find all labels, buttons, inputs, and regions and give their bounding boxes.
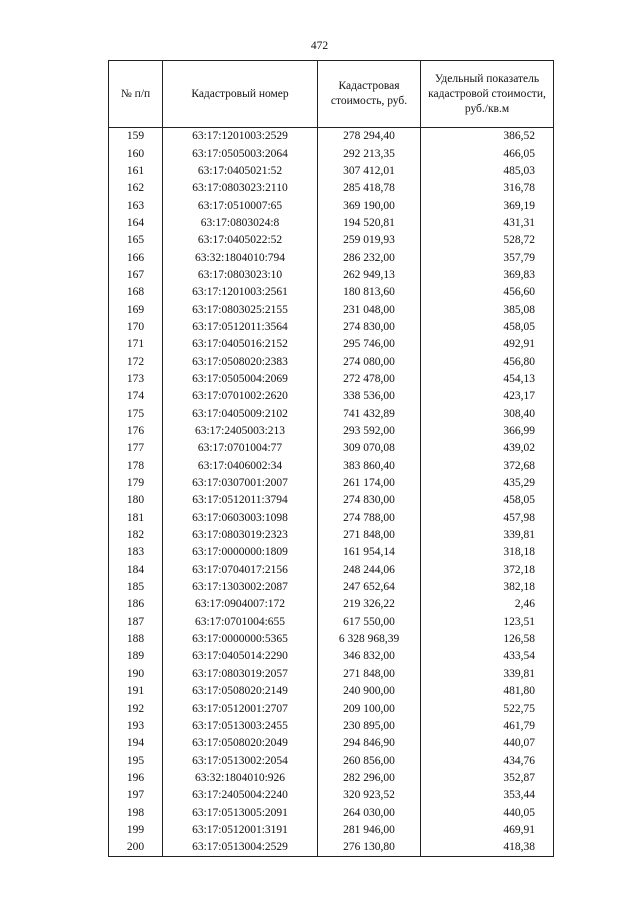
cell-cadastral-value: 309 070,08 [318,440,421,457]
table-row [109,666,554,683]
cell-index: 171 [109,336,163,353]
cell-cadastral-number: 63:17:0405016:2152 [163,336,318,353]
cell-specific-value: 440,05 [421,804,554,821]
cell-index: 176 [109,423,163,440]
cell-cadastral-number: 63:17:0405021:52 [163,163,318,180]
cell-cadastral-value: 286 232,00 [318,249,421,266]
cell-cadastral-number: 63:17:0505003:2064 [163,145,318,162]
cell-index: 194 [109,735,163,752]
cell-cadastral-value: 274 830,00 [318,492,421,509]
cell-specific-value: 339,81 [421,527,554,544]
cell-index: 200 [109,839,163,857]
cell-specific-value: 481,80 [421,683,554,700]
table-row [109,371,554,388]
cell-index: 184 [109,562,163,579]
cell-cadastral-value: 285 418,78 [318,180,421,197]
table-row [109,145,554,162]
cell-cadastral-number: 63:17:0904007:172 [163,596,318,613]
cell-index: 169 [109,301,163,318]
cell-index: 159 [109,128,163,146]
cell-specific-value: 522,75 [421,700,554,717]
table-row [109,648,554,665]
cell-specific-value: 431,31 [421,215,554,232]
cell-cadastral-value: 262 949,13 [318,267,421,284]
table-row [109,718,554,735]
cell-cadastral-number: 63:17:0508020:2383 [163,353,318,370]
cell-specific-value: 352,87 [421,770,554,787]
cell-cadastral-value: 369 190,00 [318,197,421,214]
table-row [109,596,554,613]
cell-cadastral-number: 63:17:0513003:2455 [163,718,318,735]
cell-cadastral-value: 209 100,00 [318,700,421,717]
cell-cadastral-value: 161 954,14 [318,544,421,561]
cell-index: 177 [109,440,163,457]
cell-specific-value: 308,40 [421,406,554,423]
cell-specific-value: 369,19 [421,197,554,214]
cell-index: 174 [109,388,163,405]
cell-cadastral-value: 274 788,00 [318,510,421,527]
cell-cadastral-number: 63:17:0803024:8 [163,215,318,232]
cell-cadastral-number: 63:17:2405003:213 [163,423,318,440]
cell-specific-value: 466,05 [421,145,554,162]
cell-index: 160 [109,145,163,162]
cell-cadastral-value: 383 860,40 [318,458,421,475]
table-row [109,683,554,700]
table-row [109,163,554,180]
cell-index: 165 [109,232,163,249]
cell-cadastral-value: 338 536,00 [318,388,421,405]
cell-cadastral-number: 63:17:0803025:2155 [163,301,318,318]
cell-specific-value: 456,60 [421,284,554,301]
cell-cadastral-number: 63:17:1303002:2087 [163,579,318,596]
cell-cadastral-number: 63:17:0405009:2102 [163,406,318,423]
table-row [109,353,554,370]
cell-cadastral-number: 63:17:0803023:10 [163,267,318,284]
cell-cadastral-value: 230 895,00 [318,718,421,735]
cell-index: 189 [109,648,163,665]
table-row [109,700,554,717]
cell-cadastral-value: 248 244,06 [318,562,421,579]
cell-index: 178 [109,458,163,475]
cell-specific-value: 357,79 [421,249,554,266]
table-row [109,458,554,475]
cell-cadastral-value: 261 174,00 [318,475,421,492]
cell-cadastral-number: 63:17:0505004:2069 [163,371,318,388]
cell-cadastral-number: 63:17:0803023:2110 [163,180,318,197]
cell-cadastral-number: 63:17:0513002:2054 [163,752,318,769]
cell-cadastral-number: 63:17:0512011:3564 [163,319,318,336]
cell-cadastral-number: 63:17:0513004:2529 [163,839,318,857]
cell-cadastral-value: 259 019,93 [318,232,421,249]
cell-index: 186 [109,596,163,613]
header-cadastral-value: Кадастровая стоимость, руб. [318,61,421,128]
table-row [109,752,554,769]
table-row [109,197,554,214]
cell-cadastral-value: 180 813,60 [318,284,421,301]
cell-specific-value: 369,83 [421,267,554,284]
cell-index: 175 [109,406,163,423]
table-row [109,631,554,648]
cell-index: 197 [109,787,163,804]
cell-cadastral-number: 63:17:0406002:34 [163,458,318,475]
cell-specific-value: 366,99 [421,423,554,440]
cell-cadastral-number: 63:17:1201003:2529 [163,128,318,146]
cell-cadastral-value: 276 130,80 [318,839,421,857]
cell-cadastral-value: 278 294,40 [318,128,421,146]
cell-cadastral-value: 231 048,00 [318,301,421,318]
cell-cadastral-number: 63:17:0704017:2156 [163,562,318,579]
cell-index: 191 [109,683,163,700]
header-cadastral-number: Кадастровый номер [163,61,318,128]
table-row [109,406,554,423]
cell-cadastral-value: 307 412,01 [318,163,421,180]
cell-specific-value: 439,02 [421,440,554,457]
table-row [109,787,554,804]
table-row [109,544,554,561]
cell-index: 181 [109,510,163,527]
cell-cadastral-number: 63:17:0803019:2057 [163,666,318,683]
table-row [109,804,554,821]
cell-index: 195 [109,752,163,769]
cell-index: 167 [109,267,163,284]
cell-cadastral-value: 282 296,00 [318,770,421,787]
cell-cadastral-number: 63:32:1804010:794 [163,249,318,266]
cell-specific-value: 318,18 [421,544,554,561]
cell-cadastral-number: 63:17:0513005:2091 [163,804,318,821]
cell-specific-value: 435,29 [421,475,554,492]
cell-cadastral-value: 741 432,89 [318,406,421,423]
cell-specific-value: 123,51 [421,614,554,631]
cell-index: 192 [109,700,163,717]
cell-specific-value: 433,54 [421,648,554,665]
cell-index: 185 [109,579,163,596]
cell-cadastral-number: 63:17:0512001:2707 [163,700,318,717]
cell-cadastral-number: 63:17:1201003:2561 [163,284,318,301]
cell-cadastral-number: 63:17:0000000:1809 [163,544,318,561]
cell-cadastral-number: 63:17:0701002:2620 [163,388,318,405]
table-body [109,128,554,857]
cell-cadastral-number: 63:17:0508020:2149 [163,683,318,700]
cell-cadastral-value: 320 923,52 [318,787,421,804]
cell-specific-value: 372,68 [421,458,554,475]
cell-index: 199 [109,822,163,839]
cell-specific-value: 454,13 [421,371,554,388]
cell-cadastral-value: 293 592,00 [318,423,421,440]
cell-cadastral-number: 63:17:0803019:2323 [163,527,318,544]
cell-cadastral-number: 63:17:0701004:77 [163,440,318,457]
cell-cadastral-number: 63:17:0512011:3794 [163,492,318,509]
cell-index: 183 [109,544,163,561]
cell-cadastral-value: 617 550,00 [318,614,421,631]
cell-cadastral-value: 272 478,00 [318,371,421,388]
cell-index: 180 [109,492,163,509]
cell-specific-value: 469,91 [421,822,554,839]
table-row [109,492,554,509]
cell-cadastral-value: 274 080,00 [318,353,421,370]
cell-cadastral-number: 63:17:0508020:2049 [163,735,318,752]
table-row [109,388,554,405]
cell-specific-value: 423,17 [421,388,554,405]
table-row [109,475,554,492]
cell-cadastral-number: 63:17:0701004:655 [163,614,318,631]
table-row [109,510,554,527]
cell-cadastral-value: 271 848,00 [318,666,421,683]
table-row [109,562,554,579]
cell-index: 193 [109,718,163,735]
cell-index: 187 [109,614,163,631]
cell-specific-value: 126,58 [421,631,554,648]
table-row [109,440,554,457]
cell-index: 188 [109,631,163,648]
cell-cadastral-number: 63:17:0000000:5365 [163,631,318,648]
cell-specific-value: 434,76 [421,752,554,769]
cell-specific-value: 492,91 [421,336,554,353]
cell-index: 166 [109,249,163,266]
cell-cadastral-number: 63:17:2405004:2240 [163,787,318,804]
cell-specific-value: 386,52 [421,128,554,146]
cell-index: 161 [109,163,163,180]
table-row [109,267,554,284]
cell-specific-value: 316,78 [421,180,554,197]
cell-index: 170 [109,319,163,336]
cell-index: 172 [109,353,163,370]
cell-specific-value: 339,81 [421,666,554,683]
table-row [109,614,554,631]
cell-cadastral-value: 247 652,64 [318,579,421,596]
table-row [109,180,554,197]
cell-specific-value: 456,80 [421,353,554,370]
cell-index: 179 [109,475,163,492]
cell-specific-value: 461,79 [421,718,554,735]
table-row [109,128,554,146]
cell-cadastral-value: 295 746,00 [318,336,421,353]
cell-cadastral-number: 63:17:0405014:2290 [163,648,318,665]
table-row [109,319,554,336]
cell-specific-value: 418,38 [421,839,554,857]
cell-cadastral-value: 274 830,00 [318,319,421,336]
cell-index: 196 [109,770,163,787]
cell-index: 162 [109,180,163,197]
cell-specific-value: 440,07 [421,735,554,752]
cell-index: 198 [109,804,163,821]
cell-specific-value: 372,18 [421,562,554,579]
cell-cadastral-value: 194 520,81 [318,215,421,232]
table-row [109,249,554,266]
cell-specific-value: 485,03 [421,163,554,180]
cell-cadastral-value: 281 946,00 [318,822,421,839]
cell-cadastral-number: 63:32:1804010:926 [163,770,318,787]
cell-cadastral-value: 260 856,00 [318,752,421,769]
cell-specific-value: 457,98 [421,510,554,527]
cell-specific-value: 385,08 [421,301,554,318]
cell-cadastral-value: 271 848,00 [318,527,421,544]
cell-index: 173 [109,371,163,388]
table-row [109,822,554,839]
cell-specific-value: 353,44 [421,787,554,804]
cell-cadastral-number: 63:17:0510007:65 [163,197,318,214]
table-row [109,735,554,752]
table-row [109,423,554,440]
table-header [109,61,554,128]
table-row [109,232,554,249]
cell-cadastral-number: 63:17:0307001:2007 [163,475,318,492]
table-row [109,301,554,318]
header-specific-value: Удельный показатель кадастровой стоимости, руб./кв.м [421,61,554,128]
cell-index: 164 [109,215,163,232]
cell-cadastral-number: 63:17:0405022:52 [163,232,318,249]
page-number: 472 [310,40,329,52]
cell-specific-value: 382,18 [421,579,554,596]
cell-specific-value: 458,05 [421,492,554,509]
table-row [109,839,554,857]
cell-cadastral-value: 219 326,22 [318,596,421,613]
cell-cadastral-value: 292 213,35 [318,145,421,162]
cell-cadastral-number: 63:17:0512001:3191 [163,822,318,839]
cadastral-table [108,60,554,857]
table-row [109,770,554,787]
cell-cadastral-value: 6 328 968,39 [318,631,421,648]
cell-cadastral-value: 346 832,00 [318,648,421,665]
cell-index: 168 [109,284,163,301]
table-row [109,527,554,544]
cell-index: 182 [109,527,163,544]
cell-cadastral-value: 240 900,00 [318,683,421,700]
cell-specific-value: 458,05 [421,319,554,336]
cell-cadastral-number: 63:17:0603003:1098 [163,510,318,527]
header-index: № п/п [109,61,163,128]
table-row [109,284,554,301]
cell-cadastral-value: 294 846,90 [318,735,421,752]
table-row [109,215,554,232]
table-row [109,336,554,353]
cell-index: 163 [109,197,163,214]
cell-index: 190 [109,666,163,683]
table-row [109,579,554,596]
cell-specific-value: 528,72 [421,232,554,249]
cell-cadastral-value: 264 030,00 [318,804,421,821]
cell-specific-value: 2,46 [421,596,554,613]
